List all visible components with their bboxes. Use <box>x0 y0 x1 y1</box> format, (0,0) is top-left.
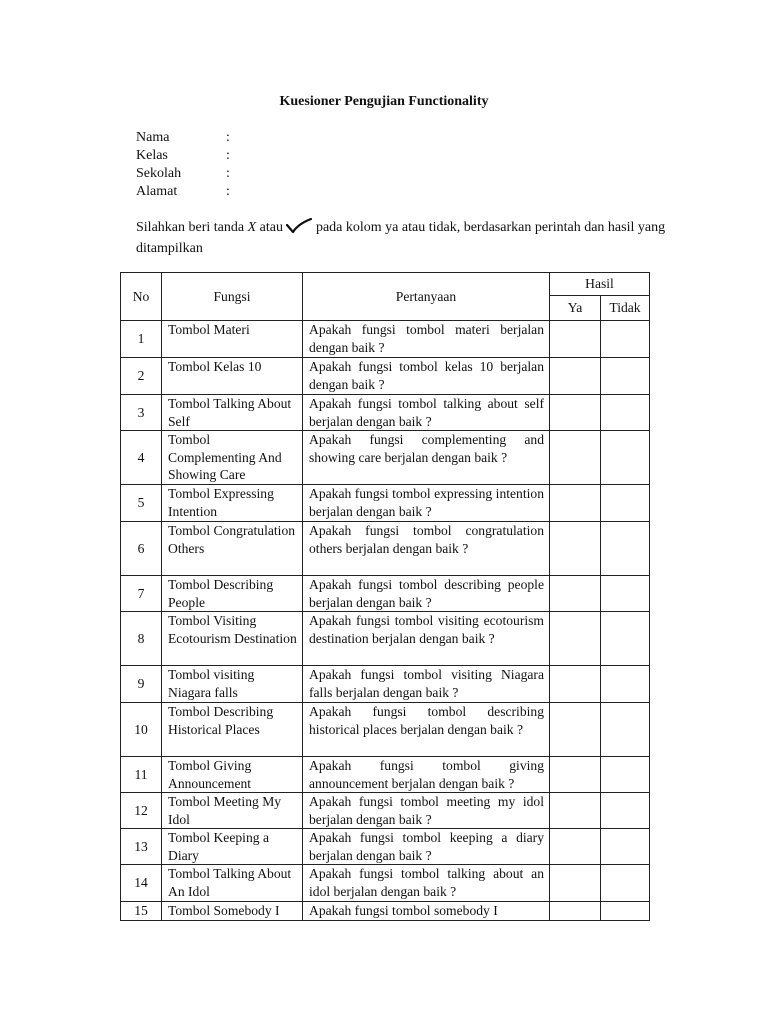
row-pertanyaan <box>303 321 550 358</box>
answer-tidak-cell[interactable] <box>601 793 650 829</box>
answer-ya-cell[interactable] <box>550 485 601 522</box>
table-row <box>121 358 650 395</box>
header-tidak: Tidak <box>601 296 650 321</box>
answer-tidak-cell[interactable] <box>601 902 650 921</box>
row-fungsi <box>162 431 303 485</box>
field-alamat <box>136 183 230 201</box>
answer-ya-cell[interactable] <box>550 612 601 666</box>
field-separator: : <box>226 148 230 163</box>
field-separator: : <box>226 166 230 181</box>
row-pertanyaan <box>303 666 550 703</box>
pertanyaan-text: Apakah fungsi tombol expressing intention berjalan dengan baik ? <box>309 486 544 519</box>
field-nama <box>136 129 230 147</box>
answer-tidak-cell[interactable] <box>601 522 650 576</box>
fungsi-text: Tombol Talking About Self <box>168 396 292 429</box>
row-number: 3 <box>121 395 162 431</box>
answer-ya-cell[interactable] <box>550 666 601 703</box>
instruction-part2: atau <box>256 220 287 235</box>
row-fungsi <box>162 358 303 395</box>
row-number: 12 <box>121 793 162 829</box>
row-number: 11 <box>121 757 162 793</box>
answer-ya-cell[interactable] <box>550 865 601 902</box>
fungsi-text: Tombol Describing People <box>168 577 274 610</box>
field-label: Nama <box>136 130 170 145</box>
table-row <box>121 793 650 829</box>
row-fungsi <box>162 576 303 612</box>
answer-tidak-cell[interactable] <box>601 395 650 431</box>
table-row <box>121 576 650 612</box>
table-row <box>121 485 650 522</box>
field-separator: : <box>226 130 230 145</box>
answer-tidak-cell[interactable] <box>601 666 650 703</box>
row-pertanyaan <box>303 485 550 522</box>
answer-tidak-cell[interactable] <box>601 612 650 666</box>
field-label: Alamat <box>136 184 178 199</box>
answer-tidak-cell[interactable] <box>601 865 650 902</box>
table-row <box>121 522 650 576</box>
pertanyaan-text: Apakah fungsi tombol keeping a diary berjalan dengan baik ? <box>309 830 544 863</box>
row-pertanyaan <box>303 865 550 902</box>
pertanyaan-text: Apakah fungsi tombol giving announcement berjalan dengan baik ? <box>309 758 544 791</box>
answer-ya-cell[interactable] <box>550 793 601 829</box>
row-pertanyaan <box>303 612 550 666</box>
row-pertanyaan <box>303 431 550 485</box>
row-fungsi <box>162 902 303 921</box>
answer-tidak-cell[interactable] <box>601 829 650 865</box>
fungsi-text: Tombol visiting Niagara falls <box>168 667 255 700</box>
answer-ya-cell[interactable] <box>550 395 601 431</box>
row-fungsi <box>162 703 303 757</box>
answer-tidak-cell[interactable] <box>601 358 650 395</box>
fungsi-text: Tombol Talking About An Idol <box>168 866 292 899</box>
row-number: 5 <box>121 485 162 522</box>
mark-x: X <box>247 220 257 235</box>
row-fungsi <box>162 612 303 666</box>
row-number: 1 <box>121 321 162 358</box>
table-row <box>121 321 650 358</box>
pertanyaan-text: Apakah fungsi tombol kelas 10 berjalan dengan baik ? <box>309 359 544 392</box>
row-fungsi <box>162 757 303 793</box>
fungsi-text: Tombol Congratulation Others <box>168 523 296 556</box>
field-separator: : <box>226 184 230 199</box>
table-row <box>121 902 650 921</box>
answer-tidak-cell[interactable] <box>601 321 650 358</box>
answer-ya-cell[interactable] <box>550 829 601 865</box>
row-number: 7 <box>121 576 162 612</box>
document-title: Kuesioner Pengujian Functionality <box>279 94 489 109</box>
row-pertanyaan <box>303 757 550 793</box>
answer-ya-cell[interactable] <box>550 522 601 576</box>
answer-ya-cell[interactable] <box>550 358 601 395</box>
row-fungsi <box>162 793 303 829</box>
pertanyaan-text: Apakah fungsi tombol congratulation others berjalan dengan baik ? <box>309 523 544 556</box>
fungsi-text: Tombol Visiting Ecotourism Destination <box>168 613 297 646</box>
fungsi-text: Tombol Materi <box>168 322 250 337</box>
row-fungsi <box>162 321 303 358</box>
field-label: Sekolah <box>136 166 182 181</box>
fungsi-text: Tombol Keeping a Diary <box>168 830 269 863</box>
row-number: 4 <box>121 431 162 485</box>
pertanyaan-text: Apakah fungsi tombol somebody I <box>309 903 498 918</box>
row-number: 2 <box>121 358 162 395</box>
identity-fields <box>136 129 230 201</box>
answer-tidak-cell[interactable] <box>601 485 650 522</box>
fungsi-text: Tombol Giving Announcement <box>168 758 252 791</box>
row-fungsi <box>162 395 303 431</box>
table-row <box>121 703 650 757</box>
row-pertanyaan <box>303 902 550 921</box>
answer-tidak-cell[interactable] <box>601 757 650 793</box>
header-no: No <box>121 273 162 321</box>
row-pertanyaan <box>303 793 550 829</box>
fungsi-text: Tombol Meeting My Idol <box>168 794 282 827</box>
table-row <box>121 666 650 703</box>
pertanyaan-text: Apakah fungsi tombol visiting Niagara falls berjalan dengan baik ? <box>309 667 544 700</box>
row-fungsi <box>162 522 303 576</box>
row-pertanyaan <box>303 829 550 865</box>
row-number: 10 <box>121 703 162 757</box>
table-row <box>121 395 650 431</box>
row-number: 15 <box>121 902 162 921</box>
instruction-text <box>136 218 678 258</box>
pertanyaan-text: Apakah fungsi tombol describing historical places berjalan dengan baik ? <box>309 704 544 737</box>
fungsi-text: Tombol Describing Historical Places <box>168 704 274 737</box>
answer-ya-cell[interactable] <box>550 703 601 757</box>
answer-ya-cell[interactable] <box>550 576 601 612</box>
row-number: 13 <box>121 829 162 865</box>
table-row <box>121 612 650 666</box>
table-row <box>121 829 650 865</box>
pertanyaan-text: Apakah fungsi tombol visiting ecotourism destination berjalan dengan baik ? <box>309 613 544 646</box>
row-fungsi <box>162 865 303 902</box>
pertanyaan-text: Apakah fungsi tombol materi berjalan dengan baik ? <box>309 322 544 355</box>
header-fungsi: Fungsi <box>162 273 303 321</box>
fungsi-text: Tombol Somebody I <box>168 903 280 918</box>
header-hasil: Hasil <box>550 273 650 296</box>
table-row <box>121 431 650 485</box>
row-pertanyaan <box>303 522 550 576</box>
pertanyaan-text: Apakah fungsi tombol describing people berjalan dengan baik ? <box>309 577 544 610</box>
row-pertanyaan <box>303 358 550 395</box>
row-number: 8 <box>121 612 162 666</box>
answer-ya-cell[interactable] <box>550 757 601 793</box>
table-row <box>121 865 650 902</box>
row-fungsi <box>162 485 303 522</box>
checkmark-icon <box>286 218 312 240</box>
header-pertanyaan: Pertanyaan <box>303 273 550 321</box>
questionnaire-table <box>120 272 650 921</box>
instruction-part3: pada kolom ya atau tidak, berdasarkan perintah dan hasil yang ditampilkan <box>136 220 666 256</box>
answer-tidak-cell[interactable] <box>601 703 650 757</box>
fungsi-text: Tombol Complementing And Showing Care <box>168 432 282 482</box>
table-row <box>121 757 650 793</box>
field-kelas <box>136 147 230 165</box>
row-pertanyaan <box>303 576 550 612</box>
answer-tidak-cell[interactable] <box>601 576 650 612</box>
row-number: 9 <box>121 666 162 703</box>
answer-tidak-cell[interactable] <box>601 431 650 485</box>
header-ya: Ya <box>550 296 601 321</box>
pertanyaan-text: Apakah fungsi tombol talking about an idol berjalan dengan baik ? <box>309 866 544 899</box>
row-fungsi <box>162 829 303 865</box>
answer-ya-cell[interactable] <box>550 902 601 921</box>
instruction-part1: Silahkan beri tanda <box>136 220 248 235</box>
answer-ya-cell[interactable] <box>550 321 601 358</box>
fungsi-text: Tombol Expressing Intention <box>168 486 274 519</box>
field-sekolah <box>136 165 230 183</box>
pertanyaan-text: Apakah fungsi tombol meeting my idol berjalan dengan baik ? <box>309 794 544 827</box>
row-pertanyaan <box>303 395 550 431</box>
row-number: 6 <box>121 522 162 576</box>
answer-ya-cell[interactable] <box>550 431 601 485</box>
pertanyaan-text: Apakah fungsi complementing and showing care berjalan dengan baik ? <box>309 432 544 465</box>
field-label: Kelas <box>136 148 168 163</box>
row-fungsi <box>162 666 303 703</box>
fungsi-text: Tombol Kelas 10 <box>168 359 262 374</box>
row-pertanyaan <box>303 703 550 757</box>
pertanyaan-text: Apakah fungsi tombol talking about self berjalan dengan baik ? <box>309 396 544 429</box>
row-number: 14 <box>121 865 162 902</box>
